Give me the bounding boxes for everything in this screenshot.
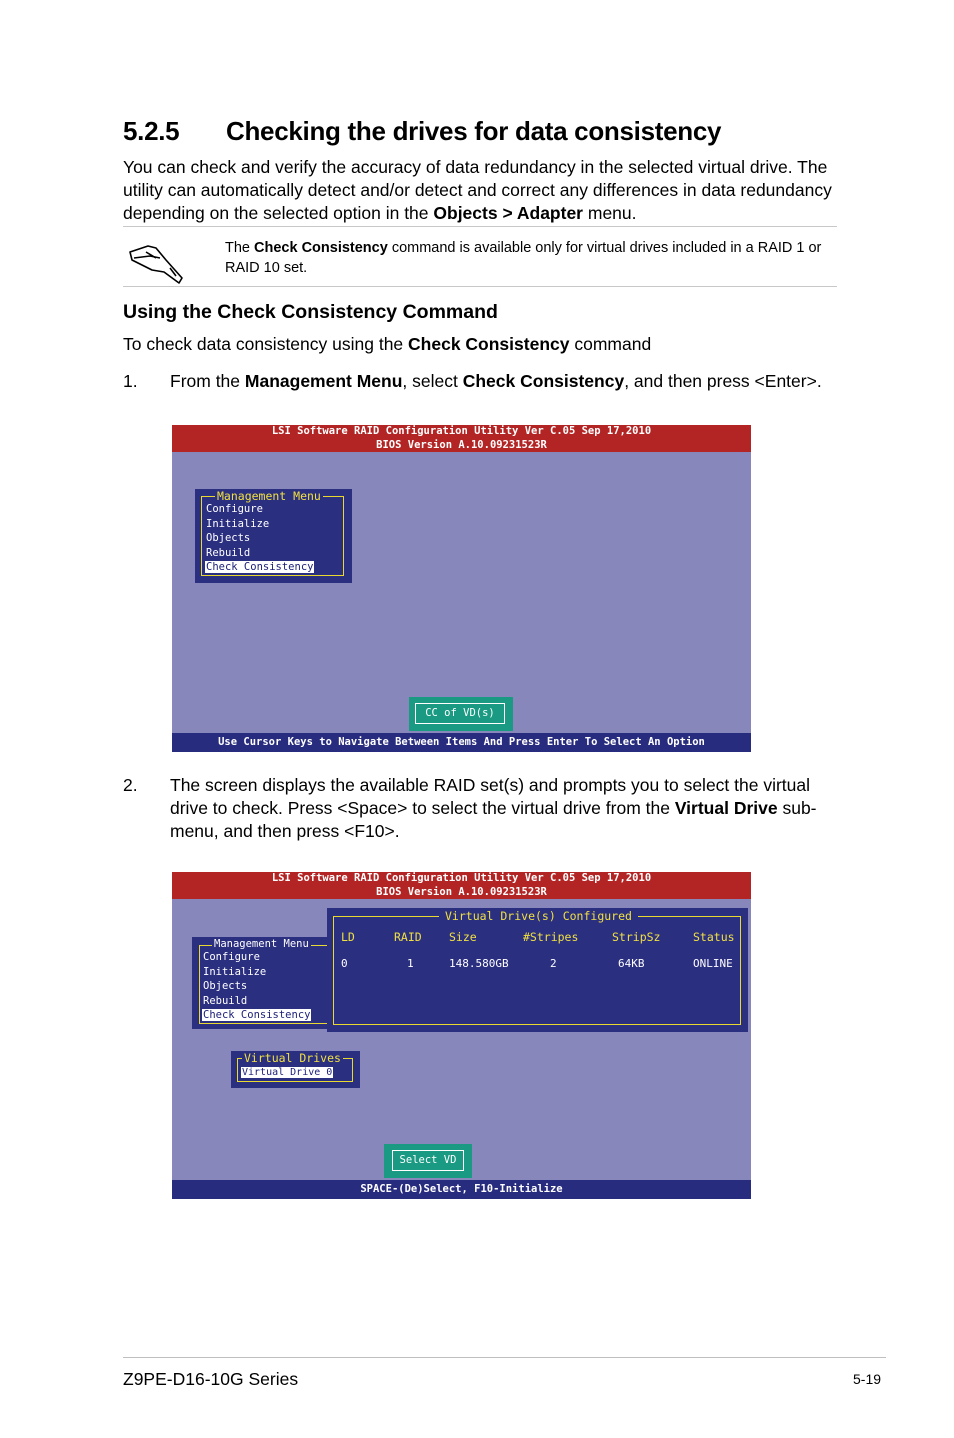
screen1-menu-title: Management Menu — [217, 489, 321, 503]
screen2-header-line1: LSI Software RAID Configuration Utility Ver C.05 Sep 17,2010 — [271, 872, 652, 884]
instruction — [123, 333, 651, 356]
screen1-menu-item-rebuild[interactable]: Rebuild — [206, 547, 251, 559]
note-top-rule — [123, 226, 837, 227]
screen1-cc-button[interactable] — [409, 697, 513, 731]
note-bottom-rule — [123, 286, 837, 287]
step-2-text-a: The screen displays the available RAID set(s) and prompts you to select the virtual drive to check. Press <Space> to select the virtual drive from the — [170, 775, 811, 818]
step-2-text — [170, 774, 822, 843]
step-2-bold: Virtual Drive — [674, 798, 778, 818]
screen1-header-line1: LSI Software RAID Configuration Utility Ver C.05 Sep 17,2010 — [271, 425, 652, 437]
intro-paragraph — [123, 156, 835, 225]
note-bold: Check Consistency — [254, 240, 388, 256]
bios-screen-1 — [172, 425, 751, 752]
vd-cell-size: 148.580GB — [449, 957, 509, 970]
note-text-start: The — [225, 240, 255, 256]
screen2-menu-item-check-consistency[interactable]: Check Consistency — [203, 1009, 311, 1021]
screen1-management-menu — [195, 489, 352, 583]
step-1-bold-a: Management Menu — [244, 371, 403, 391]
subheading: Using the Check Consistency Command — [123, 301, 498, 323]
section-number: 5.2.5 — [123, 116, 180, 146]
screen2-menu-item-configure[interactable]: Configure — [203, 951, 260, 963]
screen2-drives-title: Virtual Drives — [244, 1051, 341, 1065]
vd-col-ld: LD — [341, 930, 355, 944]
intro-bold: Objects > Adapter — [433, 203, 583, 223]
vd-cell-raid: 1 — [407, 957, 414, 970]
screen1-menu-item-configure[interactable]: Configure — [206, 503, 263, 515]
screen2-virtual-drives-configured — [327, 908, 748, 1032]
step-1-text-a: From the — [170, 371, 245, 391]
step-1-bold-b: Check Consistency — [462, 371, 625, 391]
screen2-menu-item-initialize[interactable]: Initialize — [203, 966, 267, 978]
screen2-virtual-drives-menu — [231, 1051, 360, 1088]
screen2-header — [172, 872, 751, 899]
vd-col-stripes: #Stripes — [523, 930, 579, 944]
step-2-number: 2. — [123, 775, 138, 795]
vd-cell-stripes: 2 — [550, 957, 557, 970]
screen2-select-vd-label: Select VD — [392, 1150, 464, 1171]
vd-cell-status: ONLINE — [693, 957, 733, 970]
screen1-header-line2: BIOS Version A.10.09231523R — [376, 438, 547, 451]
screen2-menu-item-objects[interactable]: Objects — [203, 980, 248, 992]
vd-col-size: Size — [449, 930, 477, 944]
screen1-cc-button-label: CC of VD(s) — [415, 703, 505, 724]
vd-col-status: Status — [693, 930, 735, 944]
step-2-text-b: sub-menu, and then press <F10>. — [170, 798, 817, 841]
screen2-select-vd-button[interactable] — [384, 1144, 472, 1178]
step-1-number: 1. — [123, 371, 138, 391]
step-1-text — [170, 370, 822, 393]
vd-cell-ld: 0 — [341, 957, 348, 970]
step-1-text-b: , select — [402, 371, 463, 391]
footer-rule — [123, 1357, 886, 1358]
footer-series: Z9PE-D16-10G Series — [123, 1369, 299, 1389]
screen2-management-menu — [192, 937, 332, 1029]
section-heading — [123, 116, 721, 147]
screen2-footer: SPACE-(De)Select, F10-Initialize — [172, 1180, 751, 1199]
section-title: Checking the drives for data consistency — [226, 116, 722, 146]
screen2-menu-title: Management Menu — [214, 938, 309, 950]
intro-text: You can check and verify the accuracy of data redundancy in the selected virtual drive. The utility can automatically detect and/or detect and correct any differences in data redundancy depending on the selected option in the — [123, 157, 832, 223]
screen1-menu-item-check-consistency[interactable]: Check Consistency — [206, 561, 314, 573]
instruction-text-end: command — [569, 334, 652, 354]
vd-col-raid: RAID — [394, 930, 422, 944]
screen1-footer: Use Cursor Keys to Navigate Between Items And Press Enter To Select An Option — [172, 733, 751, 752]
note-text-end: command is available only for virtual drives included in a RAID 1 or RAID 10 set. — [225, 240, 822, 276]
screen1-header — [172, 425, 751, 452]
screen2-menu-item-rebuild[interactable]: Rebuild — [203, 995, 248, 1007]
instruction-bold: Check Consistency — [408, 334, 570, 354]
pointing-hand-icon — [126, 238, 186, 286]
instruction-text: To check data consistency using the — [123, 334, 409, 354]
step-1-text-c: , and then press <Enter>. — [624, 371, 822, 391]
intro-text-end: menu. — [583, 203, 637, 223]
screen2-vd-title: Virtual Drive(s) Configured — [439, 909, 638, 923]
screen1-menu-item-initialize[interactable]: Initialize — [206, 518, 270, 530]
screen2-header-line2: BIOS Version A.10.09231523R — [376, 885, 547, 898]
bios-screen-2 — [172, 872, 751, 1199]
screen1-menu-item-objects[interactable]: Objects — [206, 532, 251, 544]
vd-cell-stripsz: 64KB — [618, 957, 645, 970]
footer-page-number: 5-19 — [853, 1371, 882, 1387]
screen2-virtual-drive-0[interactable]: Virtual Drive 0 — [242, 1067, 333, 1078]
vd-col-stripsz: StripSz — [612, 930, 661, 944]
note-text — [225, 238, 835, 278]
